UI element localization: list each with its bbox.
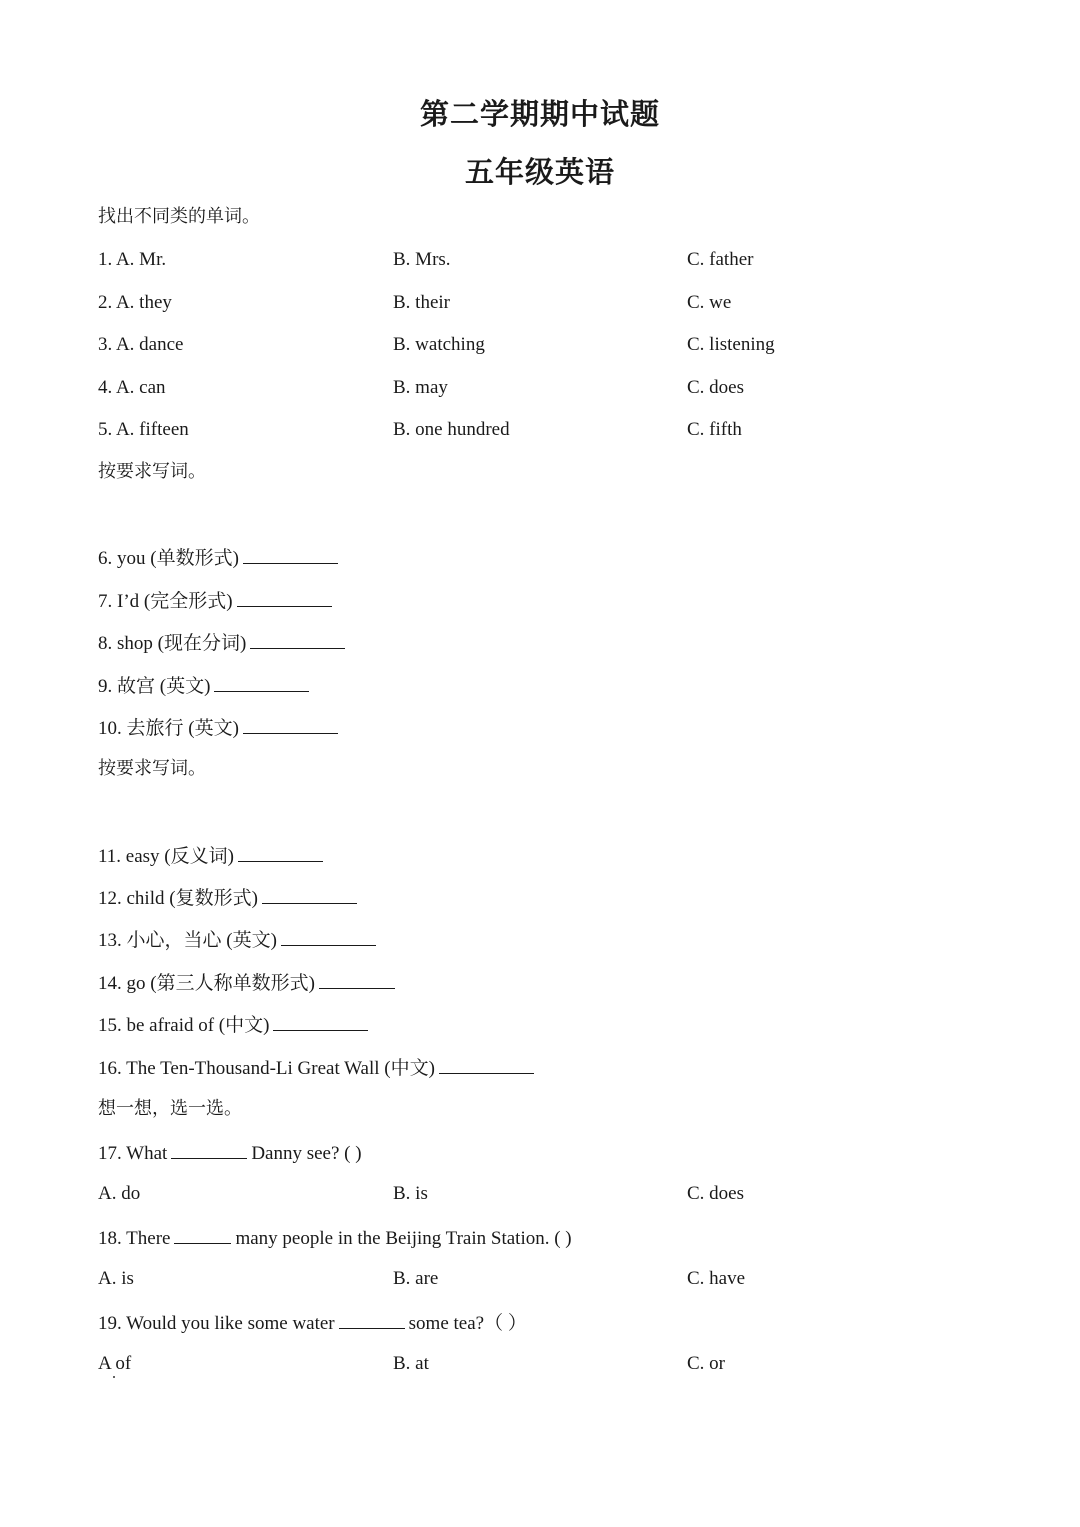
option-a[interactable]: A. do <box>98 1183 141 1204</box>
answer-blank[interactable] <box>238 843 323 862</box>
answer-blank[interactable] <box>243 715 338 734</box>
question-text: 18. There <box>98 1228 171 1249</box>
fill-question <box>98 885 357 911</box>
option-c: C. we <box>687 292 732 313</box>
fill-question <box>98 715 338 741</box>
question-text: Danny see? ( ) <box>251 1143 362 1164</box>
option-a: 4. A. can <box>98 377 166 398</box>
answer-blank[interactable] <box>171 1140 247 1159</box>
choice-question <box>98 1225 572 1251</box>
option-c: C. fifth <box>687 419 742 440</box>
answer-blank[interactable] <box>319 970 395 989</box>
option-c[interactable]: C. or <box>687 1353 725 1374</box>
section4-instruction: 想一想，选一选。 <box>98 1098 242 1119</box>
fill-question <box>98 927 376 953</box>
question-text: 12. child (复数形式) <box>98 888 258 909</box>
question-text: 10. 去旅行 (英文) <box>98 718 239 739</box>
question-text: 14. go (第三人称单数形式) <box>98 973 315 994</box>
answer-blank[interactable] <box>237 588 332 607</box>
fill-question <box>98 970 395 996</box>
option-c: C. father <box>687 249 754 270</box>
answer-blank[interactable] <box>339 1310 405 1329</box>
fill-question <box>98 1055 534 1081</box>
option-c[interactable]: C. does <box>687 1183 744 1204</box>
option-a: 2. A. they <box>98 292 172 313</box>
question-text: 19. Would you like some water <box>98 1313 335 1334</box>
fill-question <box>98 1012 368 1038</box>
answer-blank[interactable] <box>174 1225 231 1244</box>
option-c: C. does <box>687 377 744 398</box>
fill-question <box>98 843 323 869</box>
option-a: 1. A. Mr. <box>98 249 167 270</box>
question-text: 9. 故宫 (英文) <box>98 676 211 697</box>
option-b: B. their <box>393 292 450 313</box>
option-a[interactable]: A. is <box>98 1268 134 1289</box>
answer-blank[interactable] <box>243 545 338 564</box>
option-b[interactable]: B. is <box>393 1183 428 1204</box>
page-subtitle: 五年级英语 <box>464 155 615 189</box>
option-b: B. watching <box>393 334 485 355</box>
answer-blank[interactable] <box>262 885 357 904</box>
answer-blank[interactable] <box>281 927 376 946</box>
option-b: B. one hundred <box>393 419 510 440</box>
option-a[interactable]: A of <box>98 1353 132 1374</box>
option-a: 5. A. fifteen <box>98 419 189 440</box>
choice-question <box>98 1140 362 1166</box>
question-text: 16. The Ten-Thousand-Li Great Wall (中文) <box>98 1058 435 1079</box>
answer-blank[interactable] <box>439 1055 534 1074</box>
section2-instruction: 按要求写词。 <box>98 461 206 482</box>
fill-question <box>98 630 345 656</box>
question-text: 6. you (单数形式) <box>98 548 239 569</box>
question-text: many people in the Beijing Train Station. ( ) <box>235 1228 572 1249</box>
question-text: some tea?（ ） <box>408 1313 527 1334</box>
question-text: 15. be afraid of (中文) <box>98 1015 270 1036</box>
option-b[interactable]: B. at <box>393 1353 429 1374</box>
option-b: B. Mrs. <box>393 249 451 270</box>
question-text: 7. I’d (完全形式) <box>98 591 233 612</box>
fill-question <box>98 673 309 699</box>
fill-question <box>98 588 332 614</box>
option-a: 3. A. dance <box>98 334 184 355</box>
question-text: 17. What <box>98 1143 168 1164</box>
question-text: 8. shop (现在分词) <box>98 633 247 654</box>
page-title: 第二学期期中试题 <box>419 97 660 131</box>
answer-blank[interactable] <box>250 630 345 649</box>
section3-instruction: 按要求写词。 <box>98 758 206 779</box>
option-c: C. listening <box>687 334 775 355</box>
answer-blank[interactable] <box>273 1012 368 1031</box>
question-text: 13. 小心，当心 (英文) <box>98 930 277 951</box>
option-c[interactable]: C. have <box>687 1268 746 1289</box>
option-b[interactable]: B. are <box>393 1268 439 1289</box>
answer-blank[interactable] <box>214 673 309 692</box>
choice-question <box>98 1310 527 1336</box>
stray-dot <box>113 1376 115 1378</box>
option-b: B. may <box>393 377 448 398</box>
section1-instruction: 找出不同类的单词。 <box>98 206 260 227</box>
fill-question <box>98 545 338 571</box>
question-text: 11. easy (反义词) <box>98 846 234 867</box>
